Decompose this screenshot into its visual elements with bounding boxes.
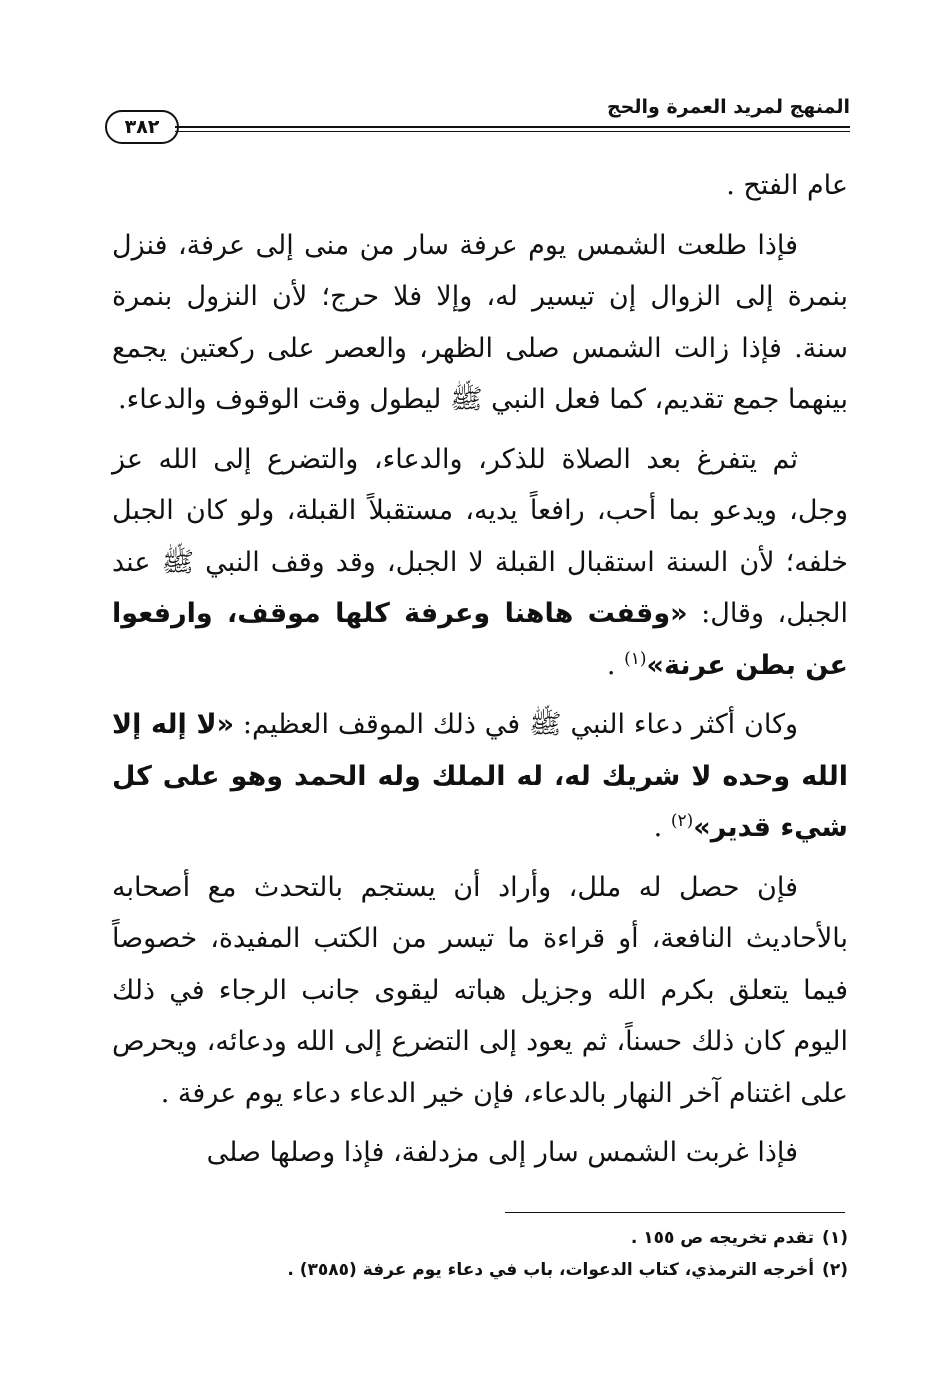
paragraph-text-end: .: [653, 812, 671, 843]
footnote-number: (١): [822, 1228, 848, 1248]
footnotes: [112, 1222, 848, 1286]
page-number-badge: ٣٨٢: [105, 110, 179, 144]
paragraph-5: [112, 862, 848, 1120]
paragraph-2: [112, 220, 848, 426]
running-title: المنهج لمريد العمرة والحج: [606, 96, 850, 118]
paragraph-text: فإذا طلعت الشمس يوم عرفة سار من منى إلى عرفة، فنزل بنمرة إلى الزوال إن تيسير له، وإلا فلا حرج؛ لأن النزول بنمرة سنة. فإذا زالت الشمس صلى الظهر، والعصر على ركعتين يجمع بينهما جمع تقديم، كما فعل النبي ﷺ ليطول وقت الوقوف والدعاء.: [112, 229, 848, 415]
footnote-reference: (٢): [670, 811, 694, 831]
hadith-quote: «وقفت هاهنا وعرفة كلها موقف، وارفعوا عن بطن عرنة»: [112, 598, 848, 681]
footnote-separator: [505, 1212, 845, 1213]
page-header: [105, 96, 850, 144]
header-rule-thin: [175, 131, 850, 132]
main-text: [112, 160, 848, 1187]
paragraph-text: فإن حصل له ملل، وأراد أن يستجم بالتحدث مع أصحابه بالأحاديث النافعة، أو قراءة ما تيسر من الكتب المفيدة، خصوصاً فيما يتعلق بكرم الله وجزيل هباته ليقوى جانب الرجاء في ذلك اليوم كان ذلك حسناً، ثم يعود إلى التضرع إلى الله ودعائه، ويحرص على اغتنام آخر النهار بالدعاء، فإن خير الدعاء دعاء يوم عرفة .: [112, 871, 848, 1109]
paragraph-3: [112, 434, 848, 692]
header-rule: [175, 126, 850, 128]
paragraph-text-end: .: [606, 649, 625, 681]
paragraph-4: [112, 699, 848, 854]
footnote-text: أخرجه الترمذي، كتاب الدعوات، باب في دعاء يوم عرفة (٣٥٨٥) .: [287, 1260, 815, 1280]
paragraph-1: [112, 160, 848, 212]
paragraph-6: [112, 1127, 848, 1179]
hadith-quote: «لا إله إلا الله وحده لا شريك له، له الملك وله الحمد وهو على كل شيء قدير»: [112, 709, 848, 843]
footnote-reference: (١): [624, 648, 647, 669]
footnote-2: [112, 1254, 848, 1286]
paragraph-text: وكان أكثر دعاء النبي ﷺ في ذلك الموقف العظيم:: [234, 709, 798, 740]
paragraph-text: ثم يتفرغ بعد الصلاة للذكر، والدعاء، والتضرع إلى الله عز وجل، ويدعو بما أحب، رافعاً يديه، مستقبلاً القبلة، ولو كان الجبل خلفه؛ لأن السنة استقبال القبلة لا الجبل، وقد وقف النبي ﷺ عند الجبل، وقال:: [112, 443, 848, 629]
footnote-number: (٢): [822, 1260, 848, 1280]
footnote-text: تقدم تخريجه ص ١٥٥ .: [630, 1228, 815, 1248]
paragraph-text: عام الفتح .: [726, 170, 848, 201]
paragraph-text: فإذا غربت الشمس سار إلى مزدلفة، فإذا وصلها صلى: [206, 1137, 798, 1168]
footnote-1: [112, 1222, 848, 1254]
